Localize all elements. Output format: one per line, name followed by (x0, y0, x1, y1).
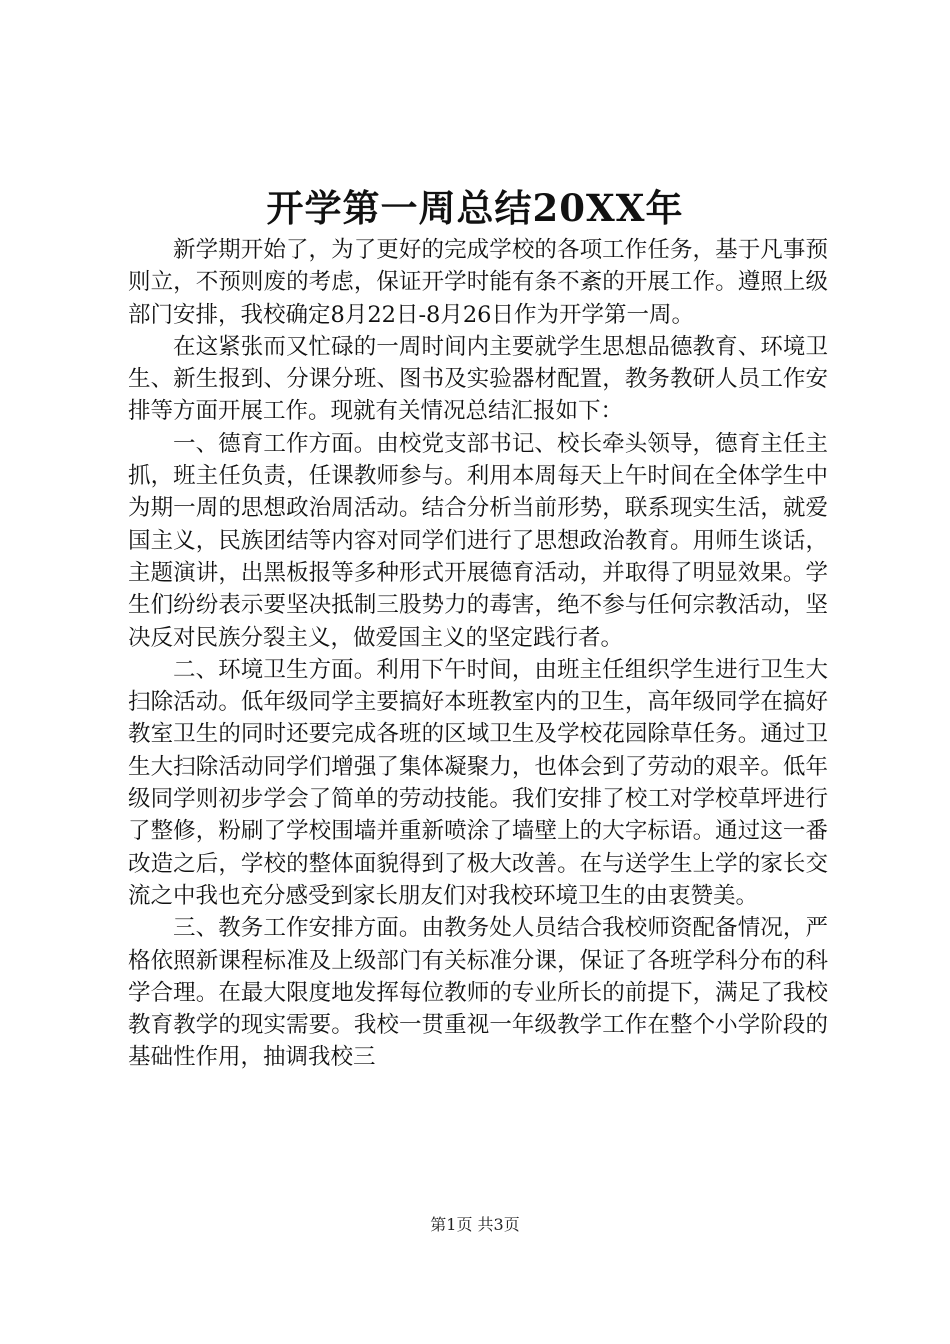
paragraph-overview: 在这紧张而又忙碌的一周时间内主要就学生思想品德教育、环境卫生、新生报到、分课分班、图书及实验器材配置，教务教研人员工作安排等方面开展工作。现就有关情况总结汇报如下： (128, 333, 828, 425)
page-number-footer: 第1页 共3页 (430, 1215, 520, 1234)
paragraph-academic-affairs: 三、教务工作安排方面。由教务处人员结合我校师资配备情况，严格依照新课程标准及上级部门有关标准分课，保证了各班学科分布的科学合理。在最大限度地发挥每位教师的专业所长的前提下，满足了我校教育教学的现实需要。我校一贯重视一年级教学工作在整个小学阶段的基础性作用，抽调我校三 (128, 915, 828, 1071)
document-title: 开学第一周总结20XX年 (266, 186, 684, 230)
document-body (128, 234, 828, 1074)
paragraph-environment-hygiene: 二、环境卫生方面。利用下午时间，由班主任组织学生进行卫生大扫除活动。低年级同学主要搞好本班教室内的卫生，高年级同学在搞好教室卫生的同时还要完成各班的区域卫生及学校花园除草任务。通过卫生大扫除活动同学们增强了集体凝聚力，也体会到了劳动的艰辛。低年级同学则初步学会了简单的劳动技能。我们安排了校工对学校草坪进行了整修，粉刷了学校围墙并重新喷涂了墙壁上的大字标语。通过这一番改造之后，学校的整体面貌得到了极大改善。在与送学生上学的家长交流之中我也充分感受到家长朋友们对我校环境卫生的由衷赞美。 (128, 656, 828, 909)
paragraph-intro: 新学期开始了，为了更好的完成学校的各项工作任务，基于凡事预则立，不预则废的考虑，保证开学时能有条不紊的开展工作。遵照上级部门安排，我校确定8月22日-8月26日作为开学第一周。 (128, 237, 828, 328)
paragraph-moral-education: 一、德育工作方面。由校党支部书记、校长牵头领导，德育主任主抓，班主任负责，任课教师参与。利用本周每天上午时间在全体学生中为期一周的思想政治周活动。结合分析当前形势，联系现实生活，就爱国主义，民族团结等内容对同学们进行了思想政治教育。用师生谈话，主题演讲，出黑板报等多种形式开展德育活动，并取得了明显效果。学生们纷纷表示要坚决抵制三股势力的毒害，绝不参与任何宗教活动，坚决反对民族分裂主义，做爱国主义的坚定践行者。 (128, 430, 828, 651)
